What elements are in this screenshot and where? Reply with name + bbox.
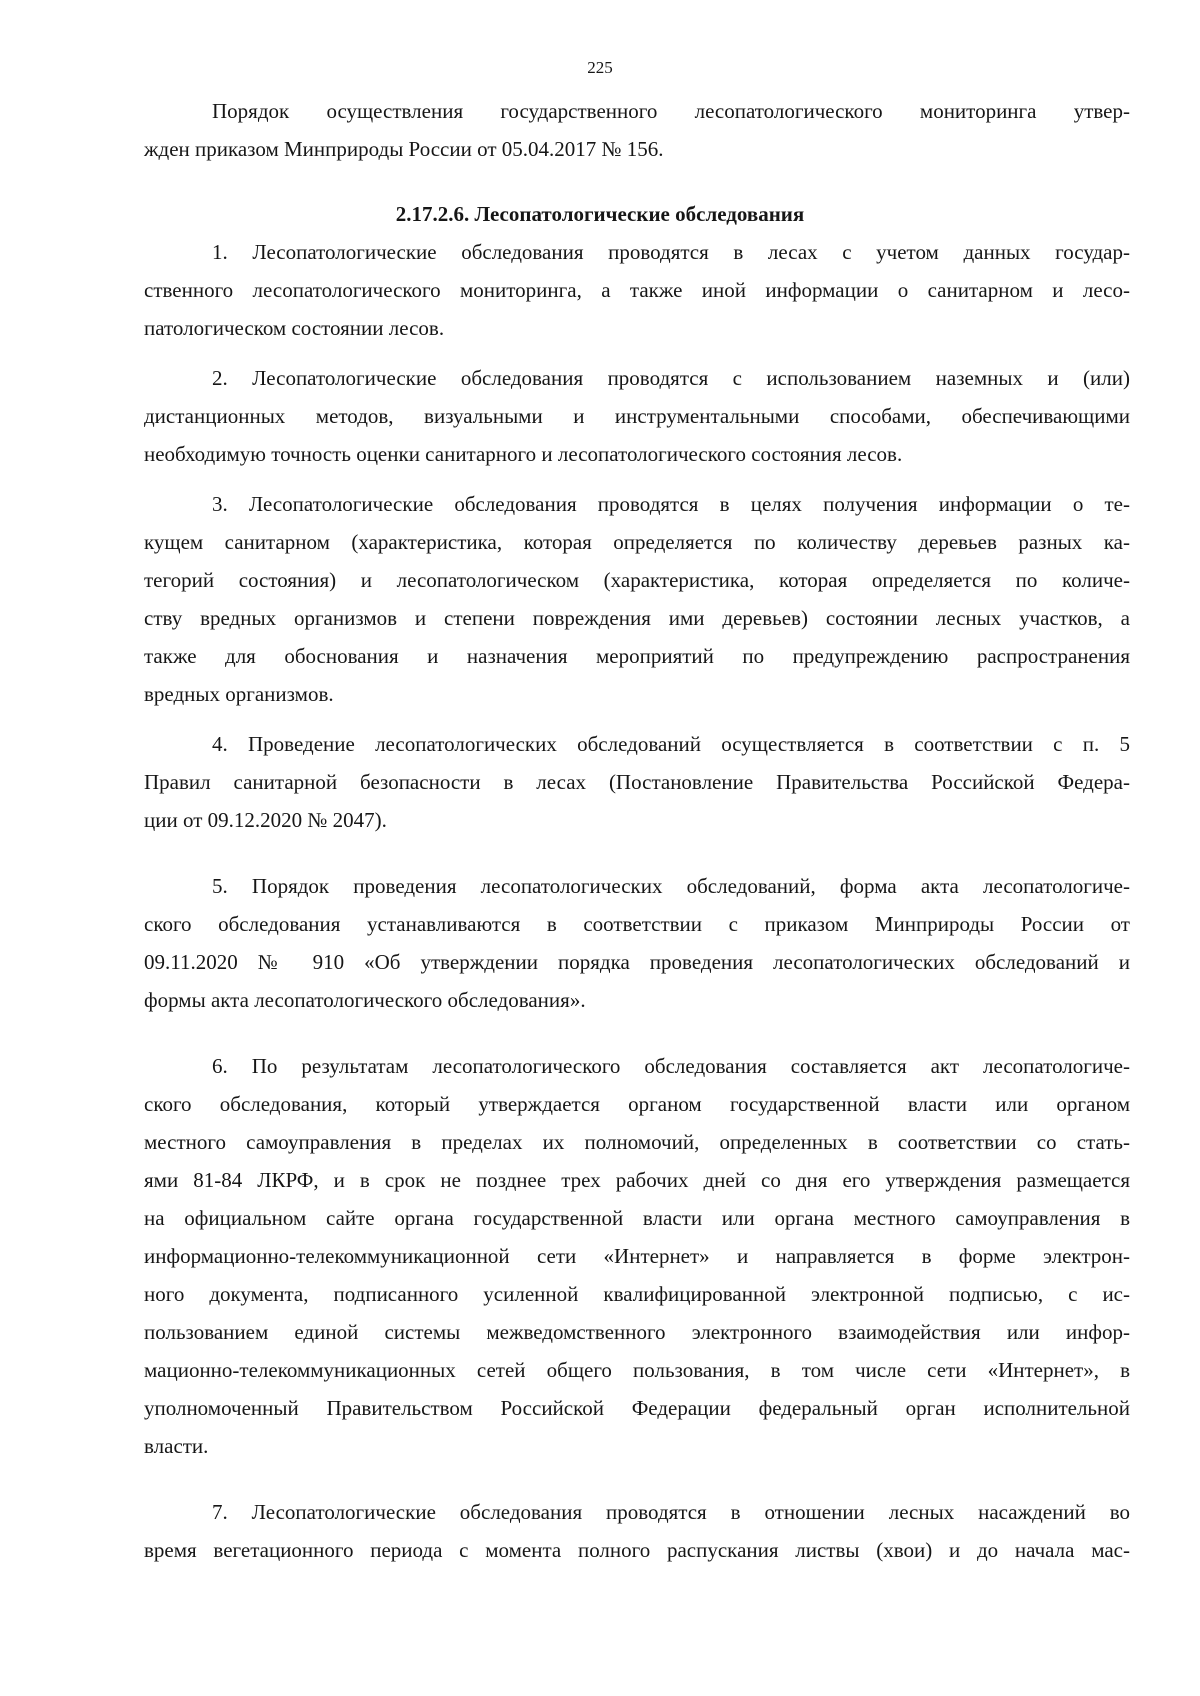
paragraph-5-line: ского обследования устанавливаются в соответствии с приказом Минприроды России от: [144, 912, 1130, 936]
paragraph-4-line: ции от 09.12.2020 № 2047).: [144, 808, 387, 832]
paragraph-6-line: ного документа, подписанного усиленной квалифицированной электронной подписью, с ис-: [144, 1282, 1130, 1306]
paragraph-6-line: власти.: [144, 1434, 209, 1458]
paragraph-7-line: 7. Лесопатологические обследования проводятся в отношении лесных насаждений во: [212, 1500, 1130, 1524]
page-number: 225: [587, 58, 613, 77]
paragraph-6-line: ями 81-84 ЛКРФ, и в срок не позднее трех рабочих дней со дня его утверждения размещается: [144, 1168, 1130, 1192]
paragraph-1-line: патологическом состоянии лесов.: [144, 316, 445, 340]
paragraph-6-line: уполномоченный Правительством Российской Федерации федеральный орган исполнительной: [144, 1396, 1130, 1420]
paragraph-4-line: Правил санитарной безопасности в лесах (Постановление Правительства Российской Федера-: [144, 770, 1130, 794]
paragraph-6-line: пользованием единой системы межведомственного электронного взаимодействия или инфор-: [144, 1320, 1130, 1344]
paragraph-2-line: 2. Лесопатологические обследования проводятся с использованием наземных и (или): [212, 366, 1130, 390]
paragraph-4-line: 4. Проведение лесопатологических обследований осуществляется в соответствии с п. 5: [212, 732, 1130, 756]
paragraph-5-line: 09.11.2020 № 910 «Об утверждении порядка проведения лесопатологических обследований и: [144, 950, 1130, 974]
paragraph-5-line: формы акта лесопатологического обследования».: [144, 988, 586, 1012]
intro-line: жден приказом Минприроды России от 05.04.2017 № 156.: [144, 137, 664, 161]
paragraph-6-line: ского обследования, который утверждается органом государственной власти или органом: [144, 1092, 1130, 1116]
paragraph-6-line: местного самоуправления в пределах их полномочий, определенных в соответствии со стать-: [144, 1130, 1130, 1154]
intro-line: Порядок осуществления государственного лесопатологического мониторинга утвер-: [212, 99, 1130, 123]
paragraph-7-line: время вегетационного периода с момента полного распускания листвы (хвои) и до начала мас-: [144, 1538, 1130, 1562]
paragraph-3-line: также для обоснования и назначения мероприятий по предупреждению распространения: [144, 644, 1130, 668]
paragraph-1-line: 1. Лесопатологические обследования проводятся в лесах с учетом данных государ-: [212, 240, 1130, 264]
paragraph-3-line: вредных организмов.: [144, 682, 334, 706]
paragraph-1-line: ственного лесопатологического мониторинга, а также иной информации о санитарном и лесо-: [144, 278, 1130, 302]
paragraph-2-line: необходимую точность оценки санитарного и лесопатологического состояния лесов.: [144, 442, 903, 466]
section-heading: 2.17.2.6. Лесопатологические обследования: [395, 202, 805, 226]
paragraph-6-line: мационно-телекоммуникационных сетей общего пользования, в том числе сети «Интернет», в: [144, 1358, 1130, 1382]
paragraph-2-line: дистанционных методов, визуальными и инструментальными способами, обеспечивающими: [144, 404, 1130, 428]
paragraph-3-line: 3. Лесопатологические обследования проводятся в целях получения информации о те-: [212, 492, 1130, 516]
paragraph-6-line: на официальном сайте органа государственной власти или органа местного самоуправления в: [144, 1206, 1130, 1230]
paragraph-3-line: тегорий состояния) и лесопатологическом (характеристика, которая определяется по количе-: [144, 568, 1130, 592]
paragraph-3-line: ству вредных организмов и степени повреждения ими деревьев) состоянии лесных участков, а: [144, 606, 1130, 630]
paragraph-6-line: информационно-телекоммуникационной сети «Интернет» и направляется в форме электрон-: [144, 1244, 1130, 1268]
paragraph-5-line: 5. Порядок проведения лесопатологических обследований, форма акта лесопатологиче-: [212, 874, 1130, 898]
paragraph-6-line: 6. По результатам лесопатологического обследования составляется акт лесопатологиче-: [212, 1054, 1130, 1078]
paragraph-3-line: кущем санитарном (характеристика, которая определяется по количеству деревьев разных ка-: [144, 530, 1130, 554]
